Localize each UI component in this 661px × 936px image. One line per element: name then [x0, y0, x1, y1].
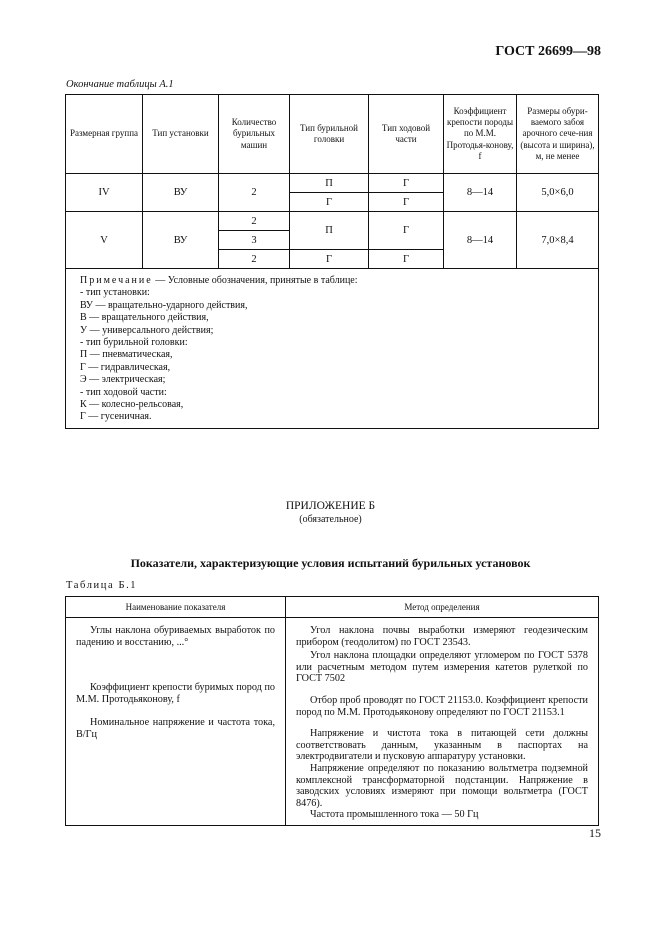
cell-size-v: 7,0×8,4 [517, 212, 599, 269]
cell-type-iv: ВУ [143, 174, 219, 212]
note-line: Э — электрическая; [80, 374, 166, 386]
note-intro-line [80, 275, 584, 287]
cell-group-iv: IV [66, 174, 143, 212]
header-method: Метод определения [286, 597, 599, 618]
table-b1-header-row [66, 597, 599, 618]
appendix-subtitle: (обязательное) [299, 514, 362, 525]
table-note-row [66, 269, 599, 429]
indicator-voltage: Номинальное напряжение и частота тока, В/Гц [76, 717, 275, 740]
cell-machines-v-3: 2 [219, 250, 290, 269]
note-line: В — вращательного действия, [80, 312, 209, 324]
page-number: 15 [589, 826, 601, 840]
methods-cell [286, 618, 599, 826]
table-a1-header-row [66, 95, 599, 174]
indicator-hardness: Коэффициент крепости буримых пород по М.М. Протодьяконову, f [76, 682, 275, 705]
table-row [66, 212, 599, 231]
note-intro: — Условные обозначения, принятые в таблице: [152, 275, 358, 286]
header-unit-type: Тип установки [143, 95, 219, 174]
indicator-angles: Углы наклона обуриваемых выработок по падению и восстанию, ...° [76, 625, 275, 648]
header-size-group: Размерная группа [66, 95, 143, 174]
table-row [66, 174, 599, 193]
note-line: Г — гусеничная. [80, 411, 152, 423]
table-row [66, 618, 599, 826]
cell-head-iv-2: Г [290, 193, 369, 212]
document-code-header: ГОСТ 26699—98 [495, 44, 601, 59]
cell-coef-v: 8—14 [444, 212, 517, 269]
indicator-names-cell [66, 618, 286, 826]
method-voltage-measure: Напряжение определяют по показанию вольтметра подземной комплексной трансформаторной подстанции. Напряжение в заводских условиях измеряют при помощи вольтметра (ГОСТ 8476). [296, 762, 588, 809]
method-angle-floor: Угол наклона почвы выработки измеряют геодезическим прибором (теодолитом) по ГОСТ 23543. [296, 625, 588, 648]
note-line: П — пневматическая, [80, 349, 173, 361]
cell-chassis-iv-2: Г [369, 193, 444, 212]
header-face-size: Размеры обури-ваемого забоя арочного сече-ния (высота и ширина), м, не менее [517, 95, 599, 174]
table-b-caption: Таблица Б.1 [66, 580, 138, 591]
note-line: К — колесно-рельсовая, [80, 399, 184, 411]
note-line: - тип ходовой части: [80, 386, 167, 398]
cell-type-v: ВУ [143, 212, 219, 269]
cell-size-iv: 5,0×6,0 [517, 174, 599, 212]
method-frequency: Частота промышленного тока — 50 Гц [310, 809, 479, 821]
cell-head-v-2: Г [290, 250, 369, 269]
cell-machines-iv: 2 [219, 174, 290, 212]
cell-chassis-v-1: Г [369, 212, 444, 250]
table-a-caption: Окончание таблицы А.1 [66, 79, 174, 90]
appendix-title: ПРИЛОЖЕНИЕ Б [285, 500, 376, 512]
method-hardness: Отбор проб проводят по ГОСТ 21153.0. Коэффициент крепости пород по М.М. Протодьяконову определяют по ГОСТ 21153.1 [296, 694, 588, 718]
cell-head-iv-1: П [290, 174, 369, 193]
header-indicator-name: Наименование показателя [66, 597, 286, 618]
table-note [66, 269, 599, 429]
cell-chassis-iv-1: Г [369, 174, 444, 193]
note-label: Примечание [80, 275, 153, 286]
note-line: Г — гидравлическая, [80, 361, 171, 373]
header-hardness-coef: Коэффициент крепости породы по М.М. Протодья-конову, f [444, 95, 517, 174]
note-line: ВУ — вращательно-ударного действия, [80, 299, 248, 311]
method-voltage-frequency: Напряжение и чистота тока в питающей сети должны соответствовать данным, указанным в паспортах на электродвигатели и пусковую аппаратуру установки. [296, 728, 588, 763]
cell-coef-iv: 8—14 [444, 174, 517, 212]
cell-machines-v-2: 3 [219, 231, 290, 250]
table-a1 [65, 94, 599, 429]
note-line: - тип бурильной головки: [80, 337, 188, 349]
cell-head-v-1: П [290, 212, 369, 250]
header-head-type: Тип бурильной головки [290, 95, 369, 174]
cell-machines-v-1: 2 [219, 212, 290, 231]
header-chassis-type: Тип ходовой части [369, 95, 444, 174]
table-b1 [65, 596, 599, 826]
note-line: У — универсального действия; [80, 324, 214, 336]
cell-chassis-v-2: Г [369, 250, 444, 269]
section-title: Показатели, характеризующие условия испытаний бурильных установок [130, 556, 531, 570]
header-machine-count: Количество бурильных машин [219, 95, 290, 174]
cell-group-v: V [66, 212, 143, 269]
note-line: - тип установки: [80, 287, 150, 299]
method-angle-platform: Угол наклона площадки определяют угломером по ГОСТ 5378 или расчетным методом путем измерения катетов рулеткой по ГОСТ 7502 [296, 650, 588, 685]
